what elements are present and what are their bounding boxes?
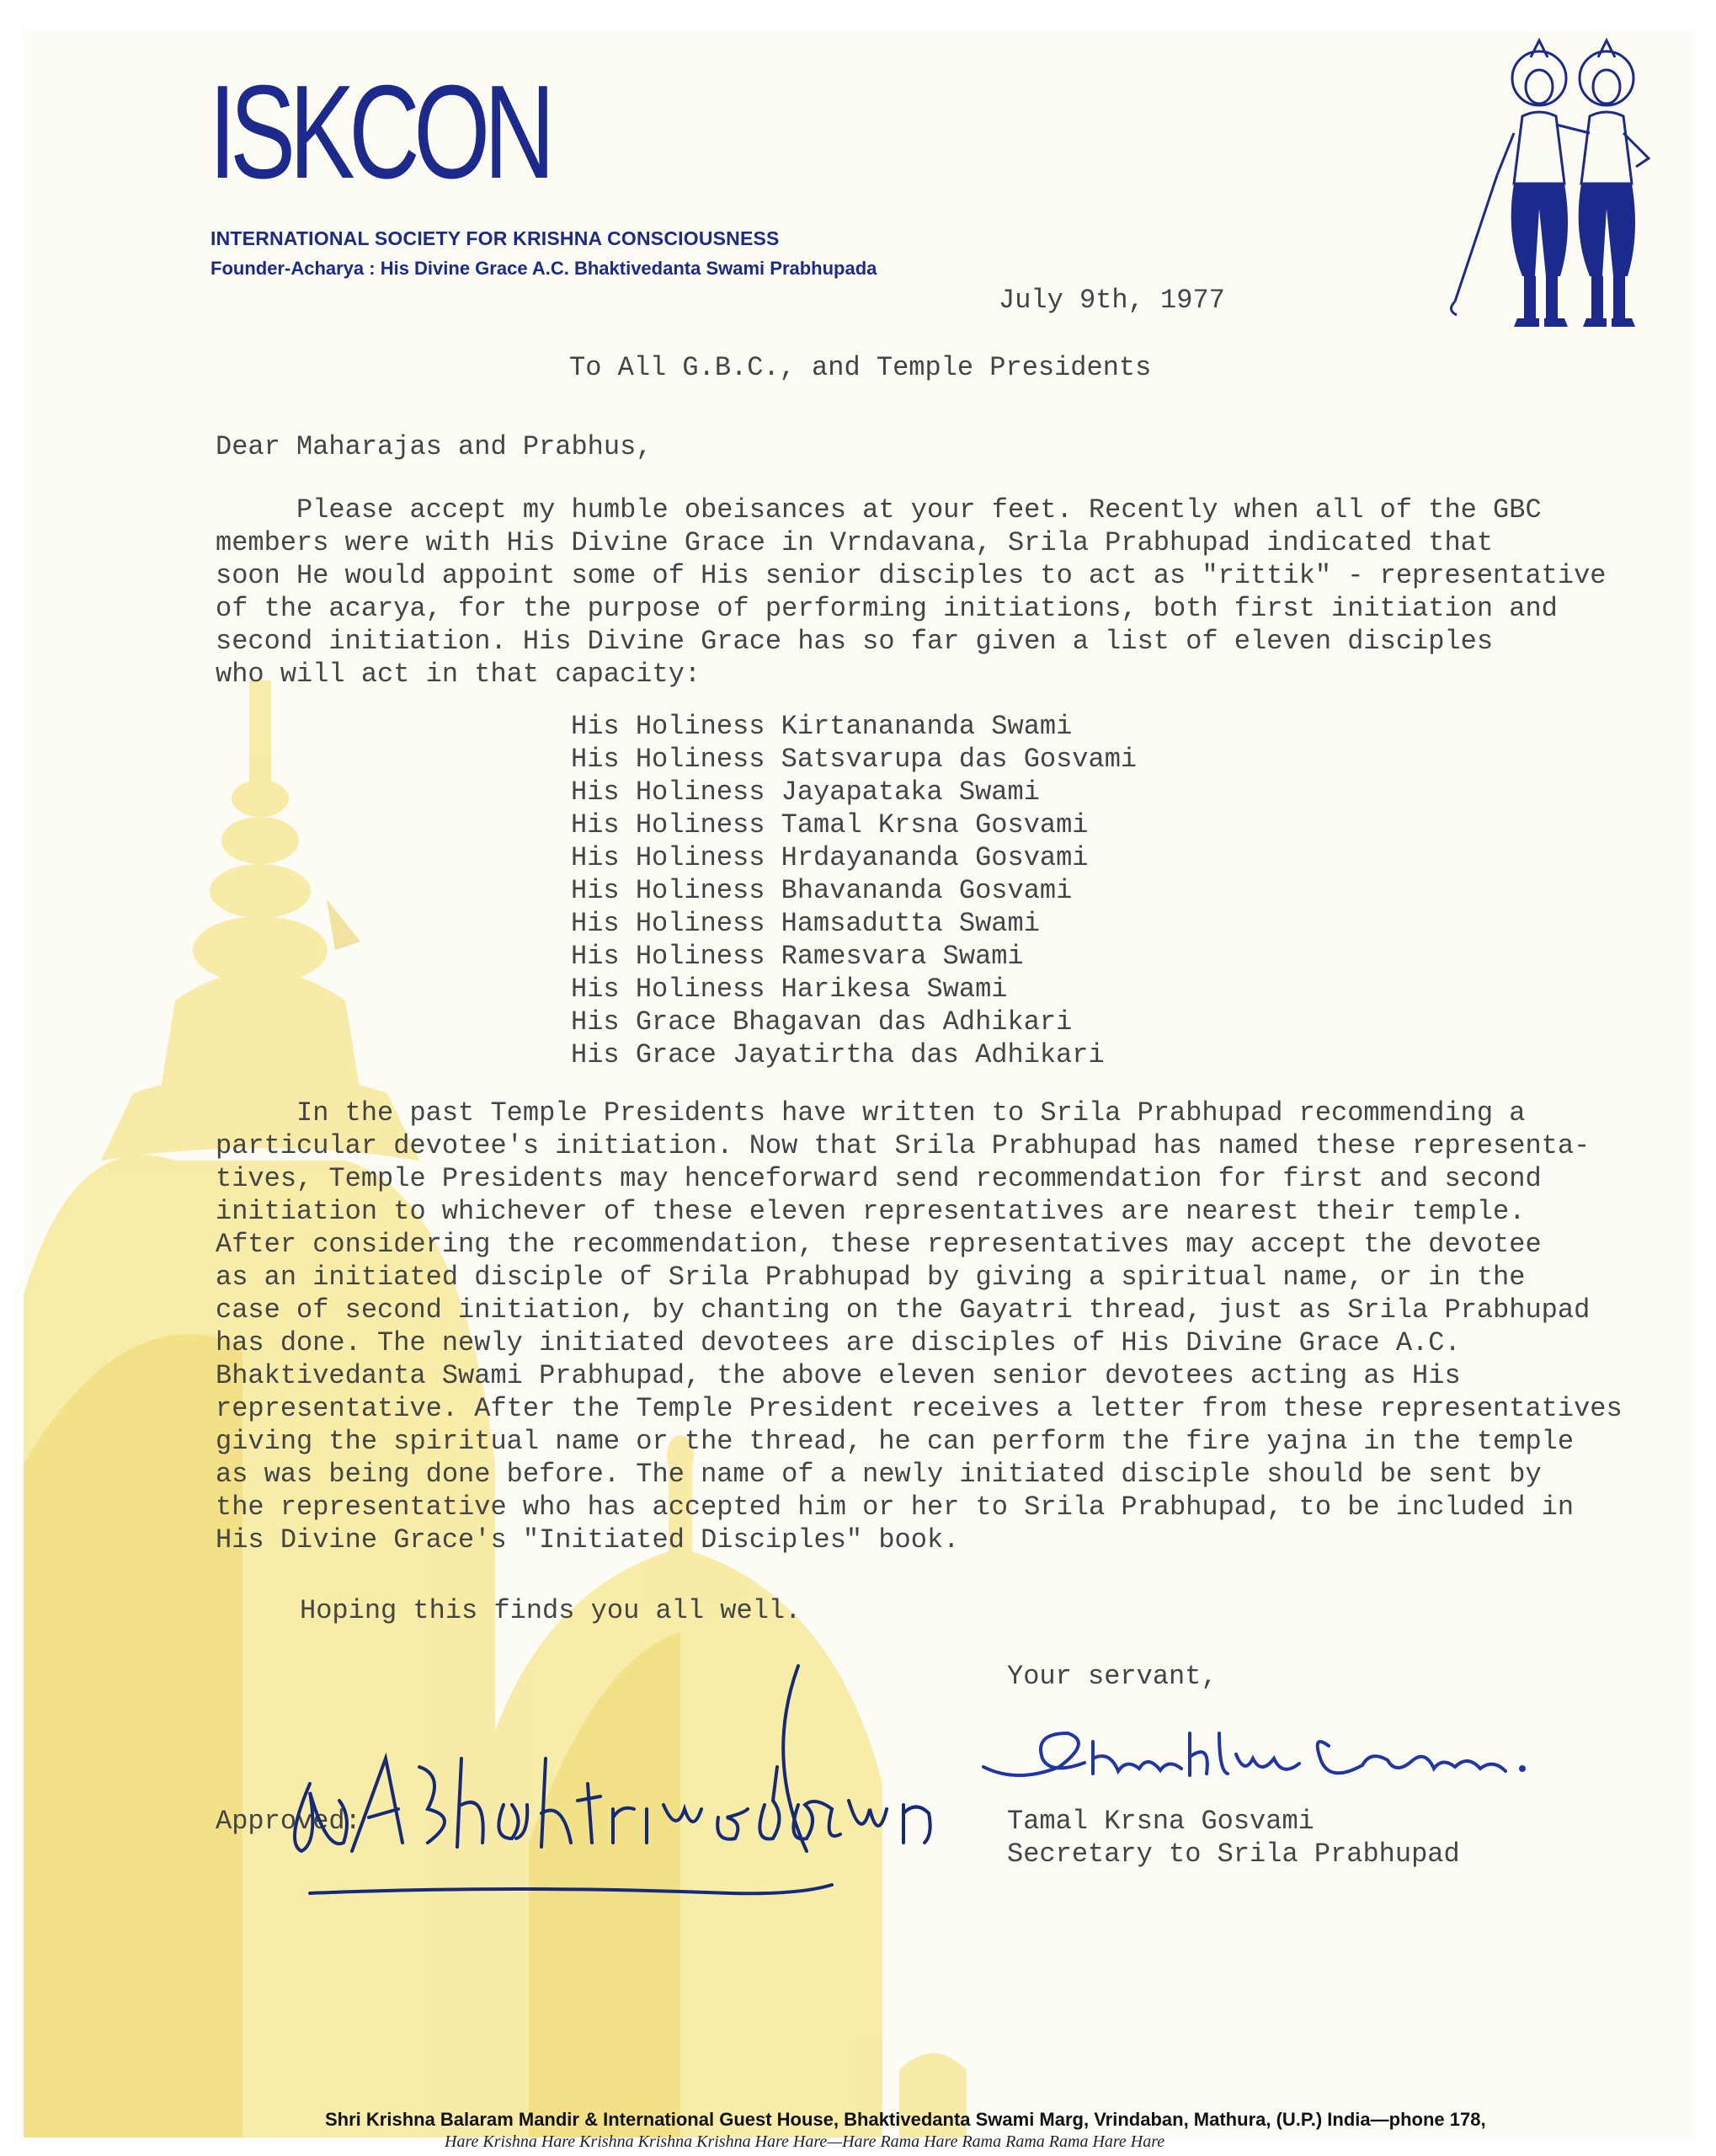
text-line: as an initiated disciple of Srila Prabhupad by giving a spiritual name, or in the	[216, 1262, 1526, 1293]
tamal-krsna-signature	[967, 1708, 1623, 1792]
iskcon-logo: ISKCON	[209, 58, 549, 206]
text-line: tives, Temple Presidents may henceforward send recommendation for first and second	[216, 1163, 1542, 1194]
text-line: giving the spiritual name or the thread, he can perform the fire yajna in the temple	[216, 1426, 1575, 1457]
letter-date: July 9th, 1977	[999, 285, 1225, 316]
recipients-line: To All G.B.C., and Temple Presidents	[569, 352, 1152, 383]
valediction: Your servant,	[1007, 1661, 1218, 1692]
org-name: INTERNATIONAL SOCIETY FOR KRISHNA CONSCIOUSNESS	[211, 227, 780, 249]
footer-mantra: Hare Krishna Hare Krishna Krishna Krishna Hare Hare—Hare Rama Hare Rama Rama Rama Hare Hare	[445, 2132, 1165, 2151]
text-line: second initiation. His Divine Grace has so far given a list of eleven disciples	[216, 626, 1494, 657]
paragraph-2	[216, 1097, 1689, 1556]
list-item: His Grace Jayatirtha das Adhikari	[571, 1039, 1105, 1070]
list-item: His Holiness Kirtanananda Swami	[571, 711, 1073, 742]
text-line: soon He would appoint some of His senior disciples to act as "rittik" - representative	[216, 560, 1607, 591]
text-line: case of second initiation, by chanting on the Gayatri thread, just as Srila Prabhupad	[216, 1294, 1591, 1326]
representatives-list	[571, 710, 1137, 1071]
text-line: members were with His Divine Grace in Vrndavana, Srila Prabhupad indicated that	[216, 527, 1494, 558]
signer-title: Secretary to Srila Prabhupad	[1007, 1838, 1460, 1870]
list-item: His Holiness Tamal Krsna Gosvami	[571, 809, 1089, 841]
letter-page	[24, 32, 1694, 2151]
text-line: as was being done before. The name of a newly initiated disciple should be sent by	[216, 1459, 1542, 1490]
text-line: representative. After the Temple President receives a letter from these representatives	[216, 1393, 1623, 1424]
footer-address: Shri Krishna Balaram Mandir & International Guest House, Bhaktivedanta Swami Marg, Vrindaban, Mathura, (U.P.) India—phone 178,	[325, 2109, 1486, 2130]
salutation: Dear Maharajas and Prabhus,	[216, 431, 653, 462]
closing-line: Hoping this finds you all well.	[300, 1595, 802, 1626]
text-line: initiation to whichever of these eleven representatives are nearest their temple.	[216, 1196, 1526, 1227]
text-line: the representative who has accepted him or her to Srila Prabhupad, to be included in	[216, 1492, 1575, 1523]
text-line: Bhaktivedanta Swami Prabhupad, the above eleven senior devotees acting as His	[216, 1360, 1461, 1391]
text-line: Please accept my humble obeisances at your feet. Recently when all of the GBC	[216, 494, 1542, 526]
text-line: In the past Temple Presidents have written to Srila Prabhupad recommending a	[216, 1097, 1526, 1129]
signer-name: Tamal Krsna Gosvami	[1007, 1806, 1314, 1837]
founder-acharya-line: Founder-Acharya : His Divine Grace A.C. Bhaktivedanta Swami Prabhupada	[211, 258, 877, 279]
list-item: His Grace Bhagavan das Adhikari	[571, 1006, 1073, 1038]
text-line: His Divine Grace's "Initiated Disciples" book.	[216, 1524, 960, 1556]
prabhupada-signature	[259, 1632, 958, 1935]
list-item: His Holiness Hamsadutta Swami	[571, 908, 1040, 939]
text-line: of the acarya, for the purpose of performing initiations, both first initiation and	[216, 593, 1558, 624]
list-item: His Holiness Ramesvara Swami	[571, 941, 1024, 972]
list-item: His Holiness Harikesa Swami	[571, 974, 1008, 1005]
list-item: His Holiness Bhavananda Gosvami	[571, 875, 1073, 906]
paragraph-1	[216, 494, 1689, 691]
list-item: His Holiness Jayapataka Swami	[571, 776, 1040, 808]
text-line: who will act in that capacity:	[216, 659, 701, 690]
list-item: His Holiness Hrdayananda Gosvami	[571, 842, 1089, 873]
text-line: particular devotee's initiation. Now that Srila Prabhupad has named these representa-	[216, 1130, 1591, 1161]
text-line: has done. The newly initiated devotees are disciples of His Divine Grace A.C.	[216, 1327, 1461, 1358]
text-line: After considering the recommendation, these representatives may accept the devotee	[216, 1229, 1542, 1260]
approved-label: Approved:	[216, 1806, 361, 1837]
list-item: His Holiness Satsvarupa das Gosvami	[571, 744, 1138, 775]
krishna-balarama-icon	[1447, 40, 1699, 335]
